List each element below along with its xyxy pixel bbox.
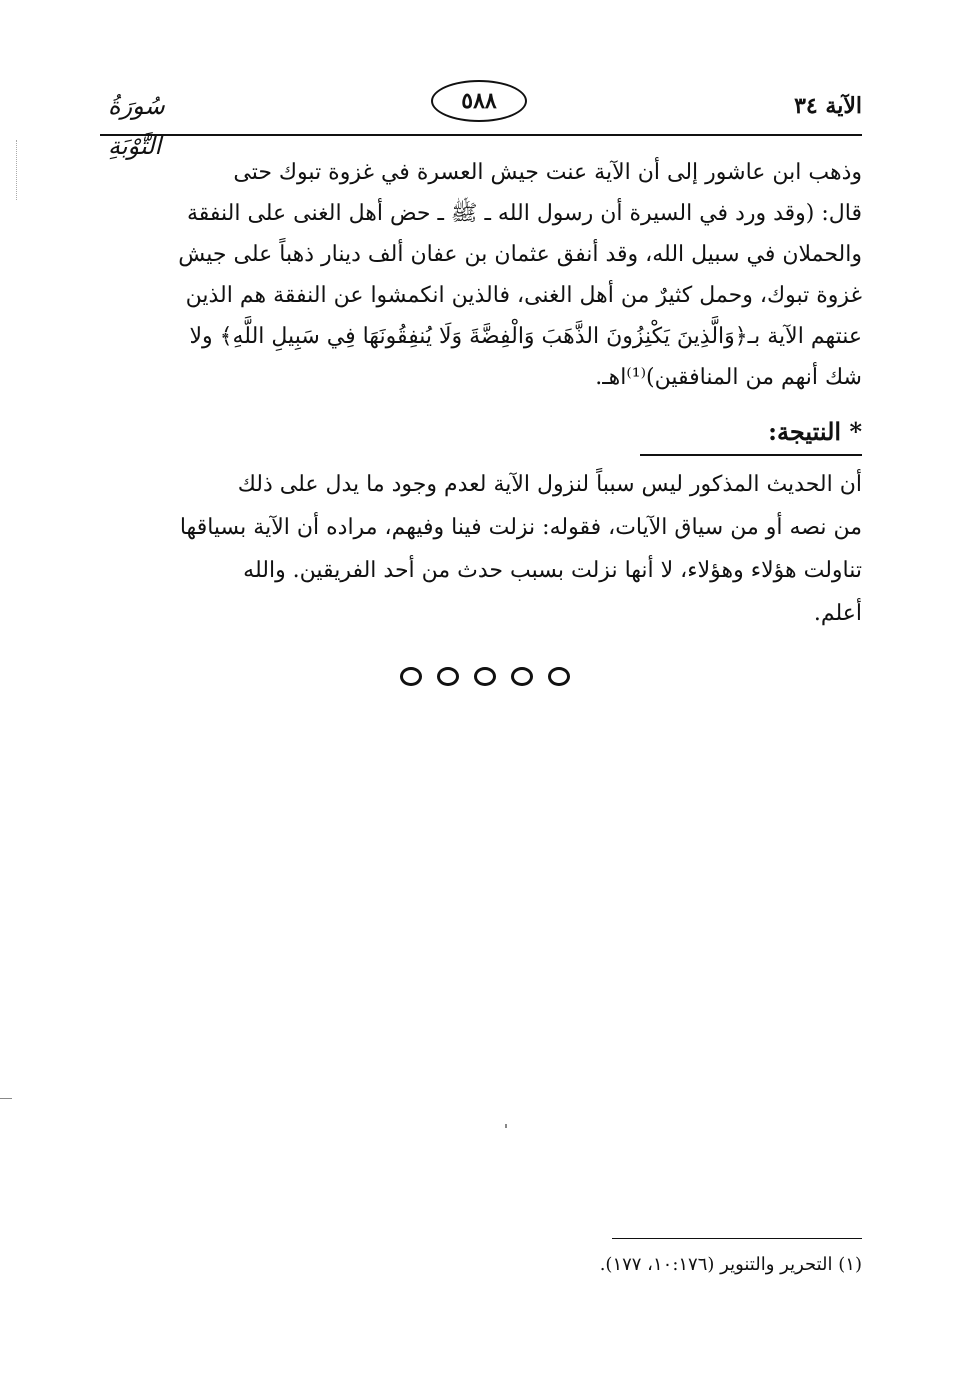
scan-mark xyxy=(505,1124,507,1128)
scan-mark xyxy=(0,1098,12,1099)
surah-name-header: سُورَةُ التَّوْبَةِ xyxy=(108,92,165,160)
body-paragraph xyxy=(104,152,862,398)
margin-mark xyxy=(16,140,17,200)
result-line: أعلم. xyxy=(813,601,862,626)
body-line: والحملان في سبيل الله، وقد أنفق عثمان بن عفان ألف دينار ذهباً على جيش xyxy=(178,242,862,267)
separator-ring xyxy=(511,667,533,686)
verse-label-header: الآية ٣٤ xyxy=(794,93,862,119)
separator-ring xyxy=(437,667,459,686)
body-line: عنتهم الآية بـ﴿وَالَّذِينَ يَكْنِزُونَ الذَّهَبَ وَالْفِضَّةَ وَلَا يُنفِقُونَهَا فِي سَبِيلِ اللَّهِ﴾ ولا xyxy=(189,324,862,349)
header-rule xyxy=(100,134,862,136)
footnote: (١) التحرير والتنوير (١٠:١٧٦، ١٧٧). xyxy=(599,1254,862,1275)
section-separator xyxy=(400,660,570,692)
separator-ring xyxy=(548,667,570,686)
result-line: من نصه أو من سياق الآيات، فقوله: نزلت فينا وفيهم، مراده أن الآية بسياقها xyxy=(179,515,862,540)
result-line: تناولت هؤلاء وهؤلاء، لا أنها نزلت بسبب حدث من أحد الفريقين. والله xyxy=(243,558,862,583)
separator-ring xyxy=(400,667,422,686)
body-line: وذهب ابن عاشور إلى أن الآية عنت جيش العسرة في غزوة تبوك حتى xyxy=(233,160,862,185)
result-paragraph xyxy=(104,463,862,635)
result-heading: * النتيجة: xyxy=(768,417,862,446)
page-number: ٥٨٨ xyxy=(461,88,497,114)
heading-rule xyxy=(640,454,862,456)
footnote-rule xyxy=(612,1238,862,1239)
body-line: غزوة تبوك، وحمل كثيرٌ من أهل الغنى، فالذين انكمشوا عن النفقة هم الذين xyxy=(185,283,862,308)
result-line: أن الحديث المذكور ليس سبباً لنزول الآية لعدم وجود ما يدل على ذلك xyxy=(237,472,862,497)
separator-ring xyxy=(474,667,496,686)
body-line: قال: (وقد ورد في السيرة أن رسول الله ـ ﷺ ـ حض أهل الغنى على النفقة xyxy=(186,201,862,226)
body-line: شك أنهم من المنافقين)⁽¹⁾اهـ. xyxy=(595,365,862,390)
page-number-oval xyxy=(431,80,527,122)
